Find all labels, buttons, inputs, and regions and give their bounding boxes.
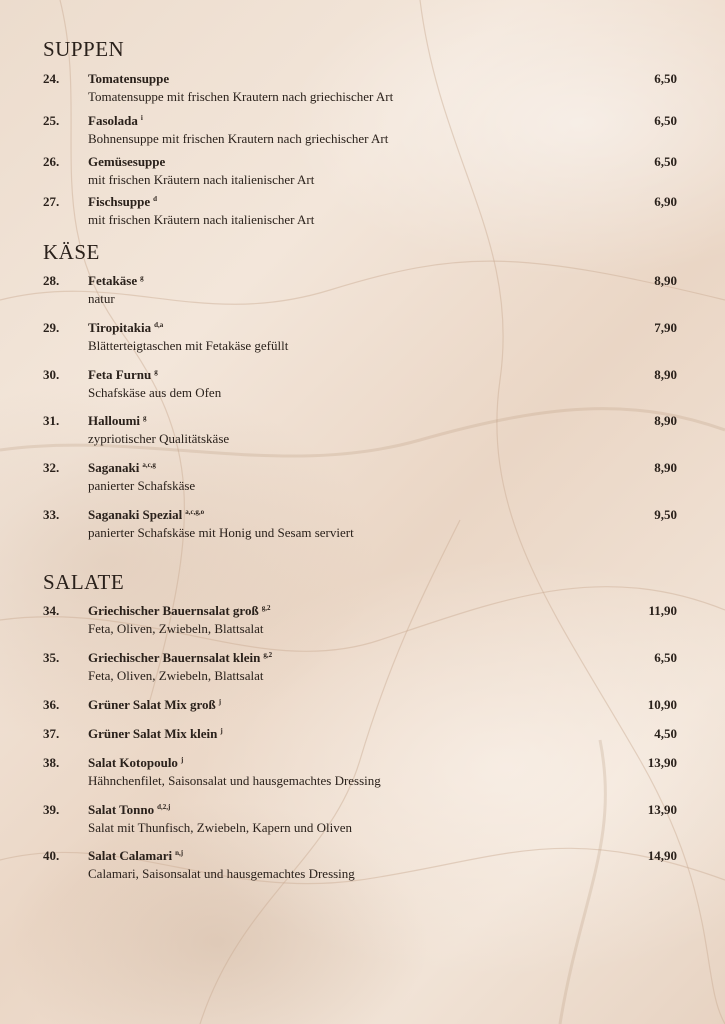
item-number: 29. — [43, 320, 60, 335]
item-description: mit frischen Kräutern nach italienischer Art — [88, 172, 315, 187]
allergen-code: j — [218, 698, 222, 706]
item-name: Fischsuppe $^d$ — [88, 194, 158, 209]
item-description: panierter Schafskäse — [88, 478, 196, 493]
item-number: 35. — [43, 650, 60, 665]
item-number: 38. — [43, 755, 60, 770]
item-description: panierter Schafskäse mit Honig und Sesam serviert — [88, 525, 354, 540]
item-number: 30. — [43, 367, 60, 382]
item-number: 26. — [43, 154, 60, 169]
item-name: Halloumi $^g$ — [88, 413, 147, 428]
item-number: 34. — [43, 603, 60, 618]
section-title-salate: SALATE — [43, 570, 125, 594]
item-name: Grüner Salat Mix klein $^j$ — [88, 726, 223, 741]
item-name: Salat Calamari $^{n,j}$ — [88, 848, 184, 863]
item-number: 28. — [43, 273, 60, 288]
item-name: Griechischer Bauernsalat groß $^{g,2}$ — [88, 603, 271, 618]
item-name: Fasolada $^i$ — [88, 113, 143, 128]
item-price: 4,50 — [654, 726, 677, 741]
item-description: Calamari, Saisonsalat und hausgemachtes Dressing — [88, 866, 355, 881]
item-number: 31. — [43, 413, 60, 428]
item-description: Schafskäse aus dem Ofen — [88, 385, 222, 400]
item-price: 13,90 — [647, 802, 677, 817]
item-description: Salat mit Thunfisch, Zwiebeln, Kapern und Oliven — [88, 820, 353, 835]
allergen-code: n,j — [175, 849, 184, 857]
item-number: 24. — [43, 71, 60, 86]
allergen-code: a,c,g — [142, 461, 156, 469]
item-name: Salat Tonno $^{d,2,j}$ — [88, 802, 171, 817]
item-price: 8,90 — [654, 367, 677, 382]
item-name: Fetakäse $^g$ — [88, 273, 144, 288]
item-description: Hähnchenfilet, Saisonsalat und hausgemachtes Dressing — [88, 773, 381, 788]
allergen-code: g — [154, 368, 158, 376]
item-name: Grüner Salat Mix groß $^j$ — [88, 697, 222, 712]
item-number: 27. — [43, 194, 60, 209]
allergen-code: d — [153, 195, 158, 203]
item-price: 6,50 — [654, 154, 677, 169]
item-name: Saganaki $^{a,c,g}$ — [88, 460, 156, 475]
item-description: Tomatensuppe mit frischen Krautern nach griechischer Art — [88, 89, 394, 104]
item-price: 6,50 — [654, 71, 677, 86]
item-number: 33. — [43, 507, 60, 522]
allergen-code: d,2,j — [157, 803, 171, 811]
item-price: 9,50 — [654, 507, 677, 522]
allergen-code: a,c,g,o — [185, 508, 205, 516]
item-description: Blätterteigtaschen mit Fetakäse gefüllt — [88, 338, 289, 353]
item-number: 39. — [43, 802, 60, 817]
item-price: 7,90 — [654, 320, 677, 335]
item-number: 37. — [43, 726, 60, 741]
item-price: 11,90 — [648, 603, 677, 618]
item-name: Tomatensuppe — [88, 71, 170, 86]
item-price: 8,90 — [654, 413, 677, 428]
allergen-code: i — [140, 114, 143, 122]
item-name: Saganaki Spezial $^{a,c,g,o}$ — [88, 507, 205, 522]
item-description: mit frischen Kräutern nach italienischer Art — [88, 212, 315, 227]
allergen-code: g,2 — [261, 604, 271, 612]
item-price: 8,90 — [654, 273, 677, 288]
item-price: 10,90 — [647, 697, 677, 712]
item-number: 40. — [43, 848, 60, 863]
item-description: Feta, Oliven, Zwiebeln, Blattsalat — [88, 621, 264, 636]
item-price: 6,50 — [654, 650, 677, 665]
item-price: 6,50 — [654, 113, 677, 128]
item-name: Tiropitakia $^{d,a}$ — [88, 320, 164, 335]
item-description: zypriotischer Qualitätskäse — [88, 431, 230, 446]
item-number: 36. — [43, 697, 60, 712]
allergen-code: g,2 — [263, 651, 273, 659]
item-description: Bohnensuppe mit frischen Krautern nach griechischer Art — [88, 131, 389, 146]
item-price: 6,90 — [654, 194, 677, 209]
section-title-kaese: KÄSE — [43, 240, 100, 264]
item-price: 14,90 — [647, 848, 677, 863]
item-price: 13,90 — [647, 755, 677, 770]
allergen-code: j — [220, 727, 223, 735]
allergen-code: g — [140, 274, 144, 282]
item-name: Gemüsesuppe — [88, 154, 166, 169]
section-title-suppen: SUPPEN — [43, 37, 125, 61]
item-name: Feta Furnu $^g$ — [88, 367, 158, 382]
item-name: Salat Kotopoulo $^j$ — [88, 755, 184, 770]
allergen-code: j — [180, 756, 184, 764]
item-number: 25. — [43, 113, 60, 128]
item-name: Griechischer Bauernsalat klein $^{g,2}$ — [88, 650, 273, 665]
item-description: natur — [88, 291, 115, 306]
item-description: Feta, Oliven, Zwiebeln, Blattsalat — [88, 668, 264, 683]
allergen-code: d,a — [154, 321, 164, 329]
allergen-code: g — [143, 414, 147, 422]
item-number: 32. — [43, 460, 60, 475]
item-price: 8,90 — [654, 460, 677, 475]
